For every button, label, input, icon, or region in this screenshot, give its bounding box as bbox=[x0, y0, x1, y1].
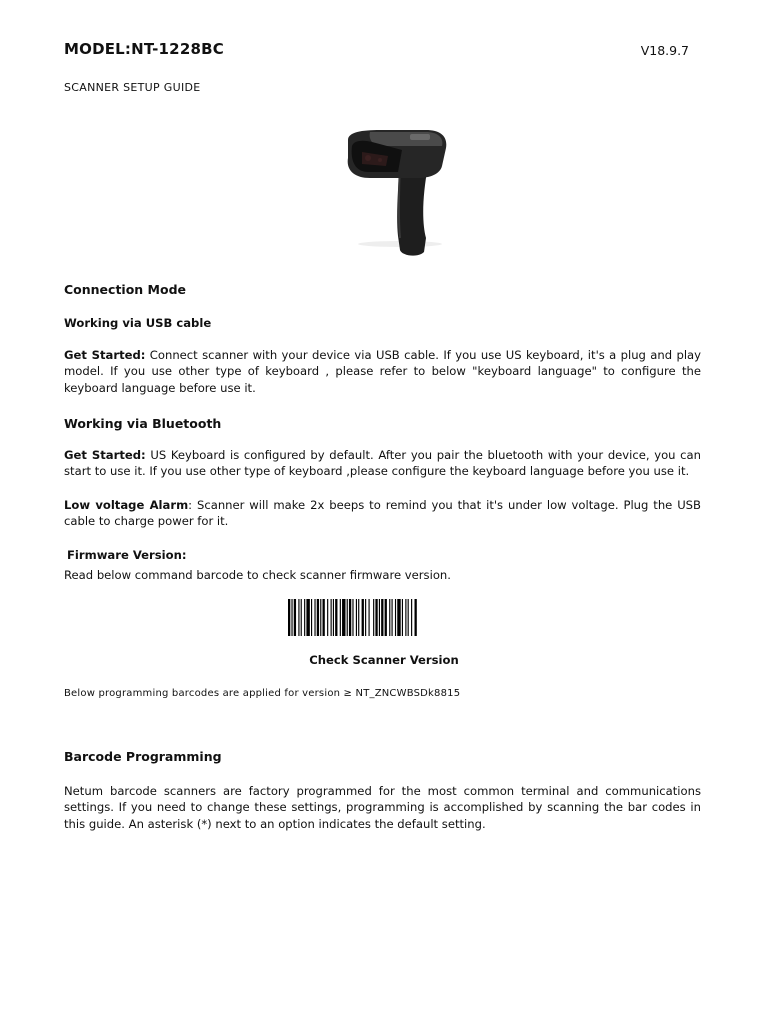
low-voltage-label: Low voltage Alarm bbox=[64, 498, 189, 512]
barcode-caption: Check Scanner Version bbox=[309, 653, 459, 667]
usb-heading: Working via USB cable bbox=[64, 316, 212, 330]
model-title: MODEL:NT-1228BC bbox=[64, 40, 224, 58]
version-note: Below programming barcodes are applied for version ≥ NT_ZNCWBSDk8815 bbox=[64, 688, 461, 699]
bluetooth-heading: Working via Bluetooth bbox=[64, 416, 222, 431]
usb-get-started-text: Connect scanner with your device via USB cable. If you use US keyboard, it's a plug and play model. If you use other type of keyboard , please refer to below "keyboard language" to configure the keyboard language before use it. bbox=[64, 348, 702, 395]
barcode-programming-heading: Barcode Programming bbox=[64, 749, 222, 764]
barcode-scanner-icon bbox=[340, 128, 460, 263]
bt-get-started-text: US Keyboard is configured by default. After you pair the bluetooth with your device, you can start to use it. If you use other type of keyboard ,please configure the keyboard language before you use it. bbox=[64, 448, 701, 479]
check-version-barcode bbox=[288, 599, 474, 636]
usb-paragraph bbox=[64, 347, 701, 396]
barcode-programming-text: Netum barcode scanners are factory programmed for the most common terminal and communications settings. If you need to change these settings, programming is accomplished by scanning the bar codes in this guide. An asterisk (*) next to an option indicates the default setting. bbox=[64, 784, 701, 831]
connection-mode-heading: Connection Mode bbox=[64, 282, 186, 297]
usb-get-started-label: Get Started: bbox=[64, 348, 146, 362]
bt-get-started-label: Get Started: bbox=[64, 448, 146, 462]
bluetooth-paragraph bbox=[64, 447, 701, 480]
low-voltage-paragraph bbox=[64, 497, 701, 530]
guide-title: SCANNER SETUP GUIDE bbox=[64, 81, 201, 94]
low-voltage-text: : Scanner will make 2x beeps to remind you that it's under low voltage. Plug the USB cable to charge power for it. bbox=[64, 498, 701, 529]
firmware-text: Read below command barcode to check scanner firmware version. bbox=[64, 568, 451, 582]
firmware-heading: Firmware Version: bbox=[67, 548, 187, 562]
version-number: V18.9.7 bbox=[640, 43, 689, 58]
